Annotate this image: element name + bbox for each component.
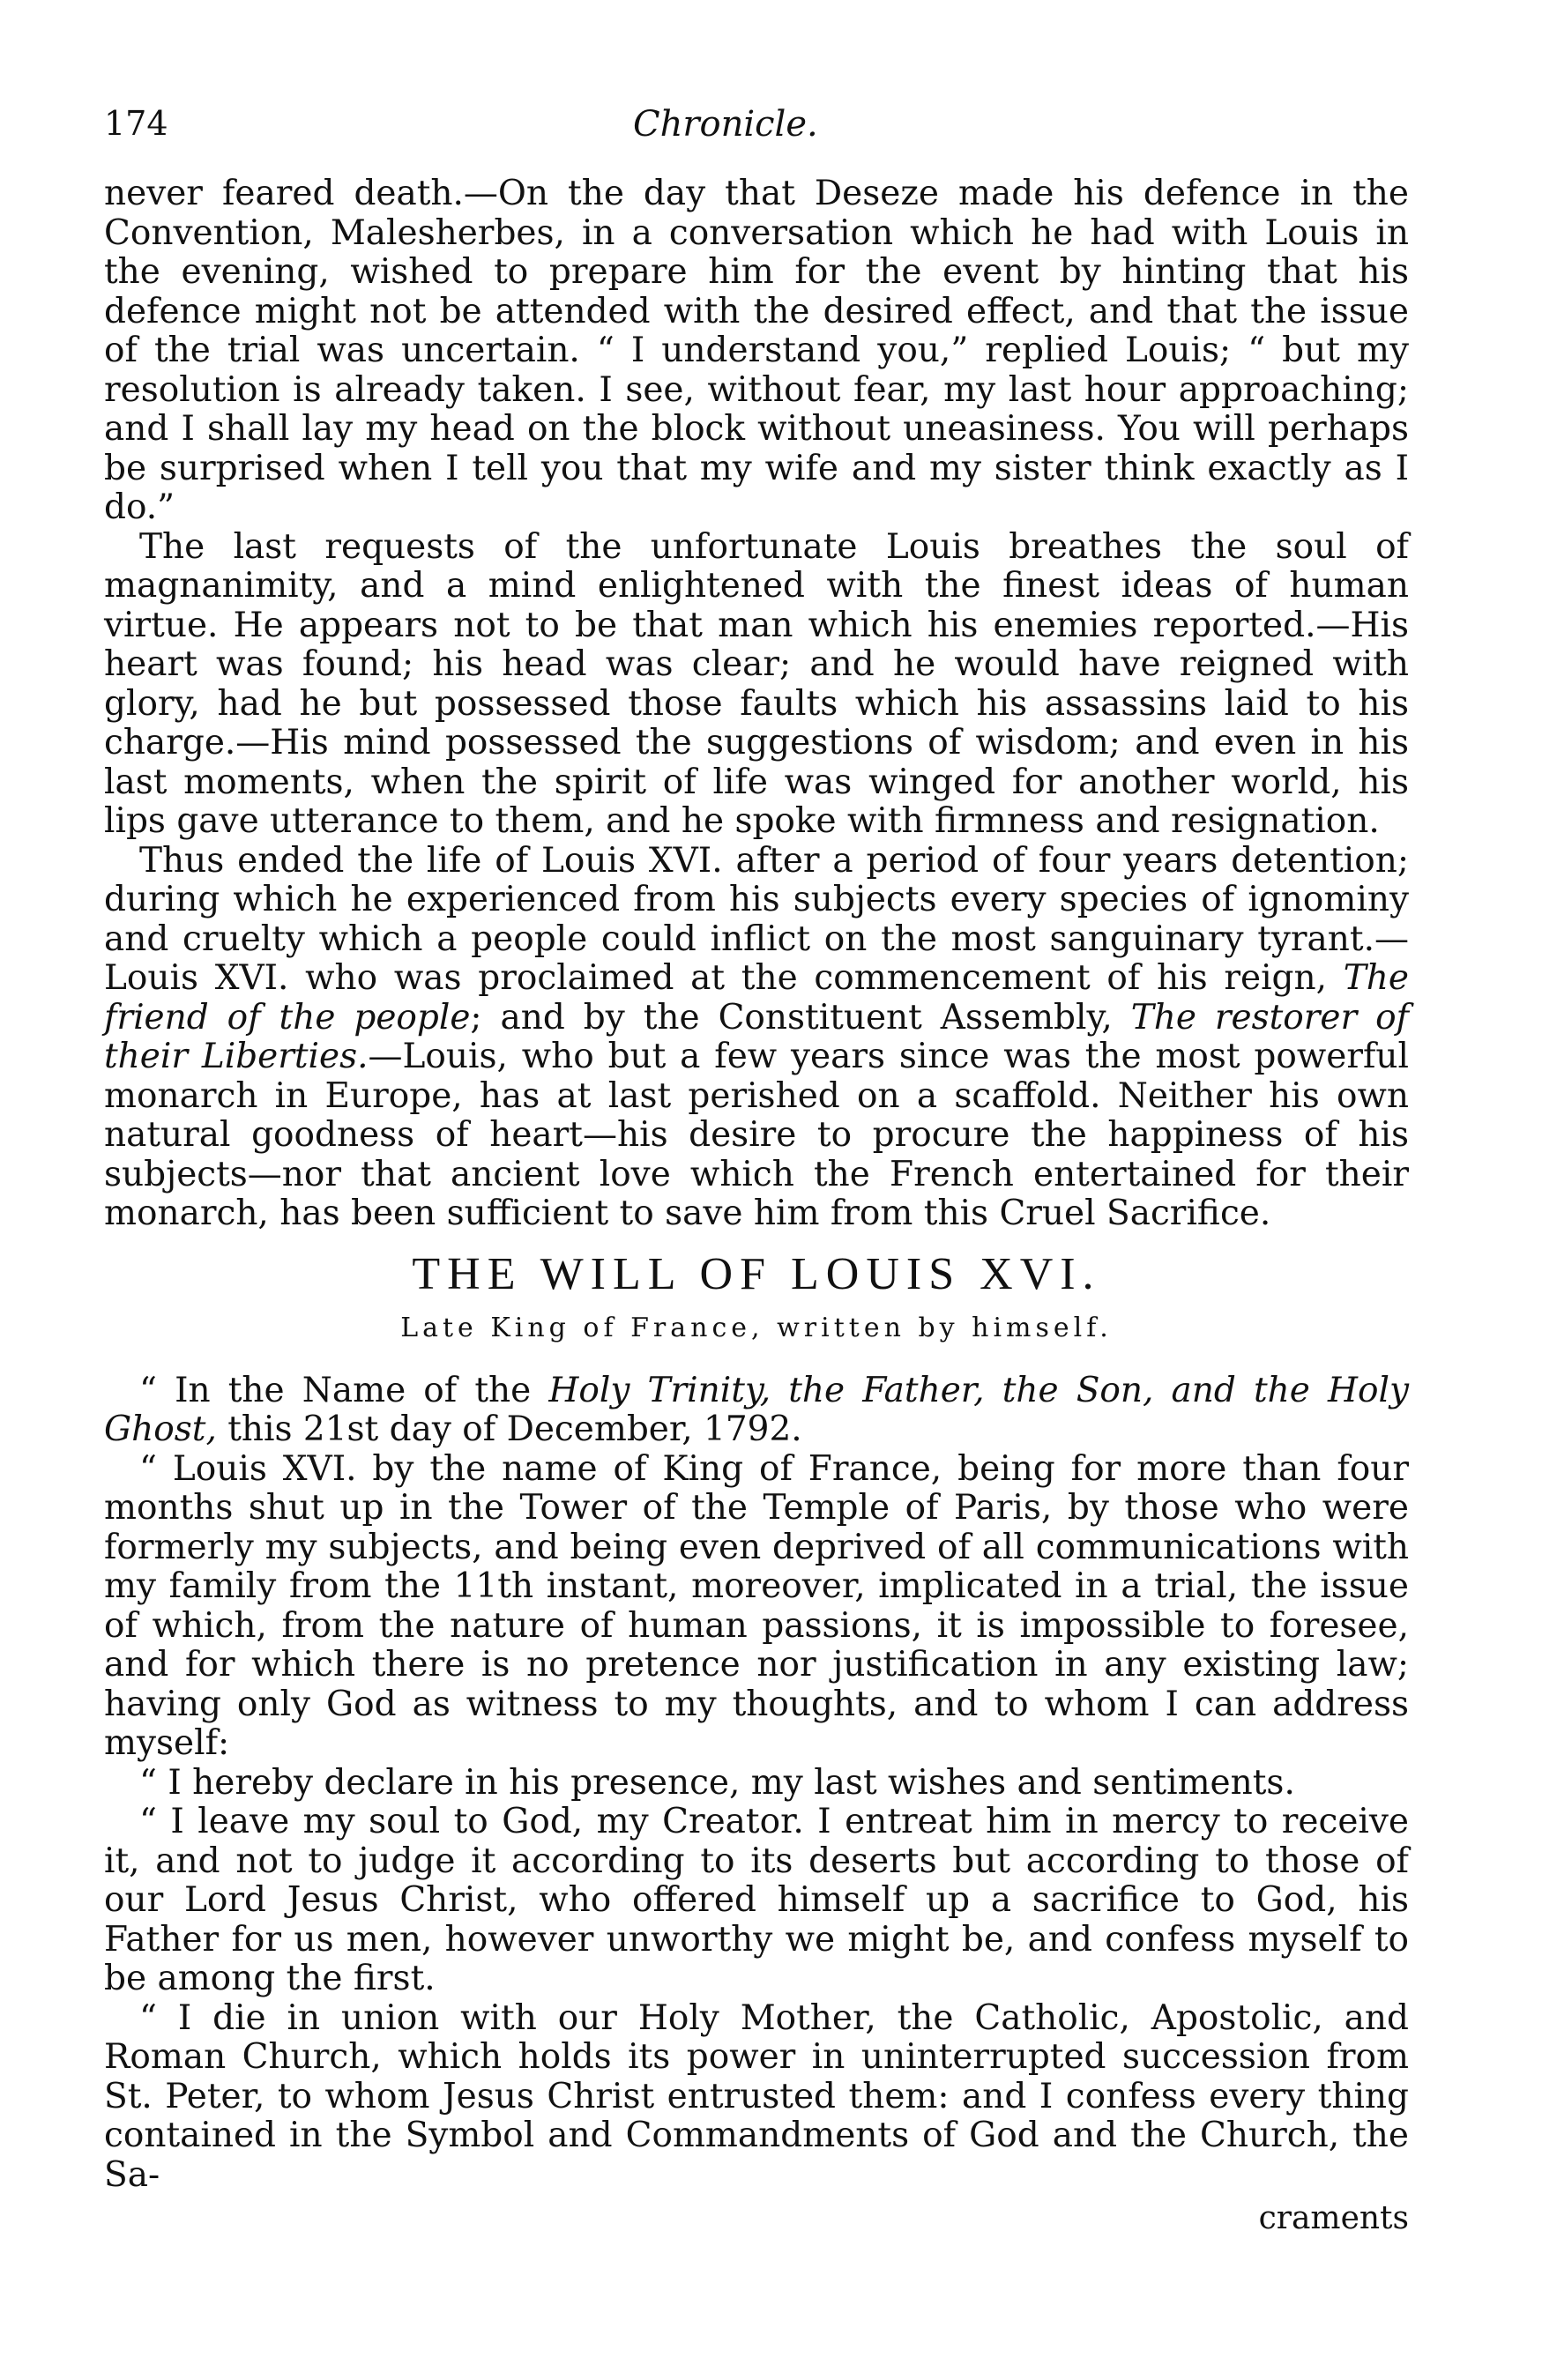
will-title: THE WILL OF LOUIS XVI. [412,1248,1101,1299]
will-paragraph-2: “ Louis XVI. by the name of King of France, being for more than four months shut up in the Tower of the Temple of Paris, by those who were formerly my subjects, and being even deprived of all communications with my family from the 11th instant, moreover, implicated in a trial, the issue of which, from the nature of human passions, it is impossible to foresee, and for which there is no pretence nor justification in any existing law; having only God as witness to my thoughts, and to whom I can address myself: [104,1448,1409,1763]
will-paragraph-1 [104,1372,1409,1450]
document-page [104,104,1409,2236]
will-subtitle: Late King of France, written by himself. [400,1312,1113,1343]
page-number: 174 [104,104,168,143]
page-header [104,104,1409,175]
will-paragraph-3: “ I hereby declare in his presence, my last wishes and sentiments. [139,1762,1295,1803]
paragraph-3-text-b: ; and by the Constituent Assembly, [470,997,1131,1038]
paragraph-2: The last requests of the unfortunate Louis breathes the soul of magnanimity, and a mind enlightened with the finest ideas of human virtue. He appears not to be that man which his enemies reported.—His heart was found; his head was clear; and he would have reigned with glory, had he but possessed those faults which his assassins laid to his charge.—His mind possessed the suggestions of wisdom; and even in his last moments, when the spirit of life was winged for another world, his lips gave utterance to them, and he spoke with firmness and resignation. [104,526,1409,841]
paragraph-3-italic-a: The friend of the people [104,958,1409,1038]
will-paragraph-1-italic: Holy Trinity, the Father, the Son, and the Holy Ghost, [104,1370,1410,1449]
paragraph-3-text-a: Thus ended the life of Louis XVI. after a period of four years detention; during which he experienced from his subjects every species of ignominy and cruelty which a people could inflict on the most sanguinary tyrant.—Louis XVI. who was proclaimed at the commencement of his reign, [104,840,1409,998]
will-paragraph-1-text-a: “ In the Name of the [139,1370,549,1410]
will-paragraph-5: “ I die in union with our Holy Mother, the Catholic, Apostolic, and Roman Church, which holds its power in uninterrupted succession from St. Peter, to whom Jesus Christ entrusted them: and I confess every thing contained in the Symbol and Commandments of God and the Church, the Sa- [104,1997,1409,2195]
catchword: craments [1258,2200,1409,2236]
paragraph-3-text-c: —Louis, who but a few years since was the most powerful monarch in Europe, has at last perished on a scaffold. Neither his own natural goodness of heart—his desire to procure the happiness of his subjects—nor that ancient love which the French entertained for their monarch, has been sufficient to save him from this Cruel Sacrifice. [104,1037,1409,1233]
will-paragraph-1-text-b: this 21st day of December, 1792. [216,1409,802,1449]
paragraph-1: never feared death.—On the day that Deseze made his defence in the Convention, Malesherbes, in a conversation which he had with Louis in the evening, wished to prepare him for the event by hinting that his defence might not be attended with the desired effect, and that the issue of the trial was uncertain. “ I understand you,” replied Louis; “ but my resolution is already taken. I see, without fear, my last hour approaching; and I shall lay my head on the block without uneasiness. You will perhaps be surprised when I tell you that my wife and my sister think exactly as I do.” [104,174,1409,527]
paragraph-3-italic-b: The restorer of their Liberties. [104,997,1409,1076]
will-paragraph-4: “ I leave my soul to God, my Creator. I entreat him in mercy to receive it, and not to judge it according to its deserts but according to those of our Lord Jesus Christ, who offered himself up a sacrifice to God, his Father for us men, however unworthy we might be, and confess myself to be among the first. [104,1802,1409,1998]
paragraph-3 [104,842,1409,1234]
running-head: Chronicle. [633,104,818,145]
